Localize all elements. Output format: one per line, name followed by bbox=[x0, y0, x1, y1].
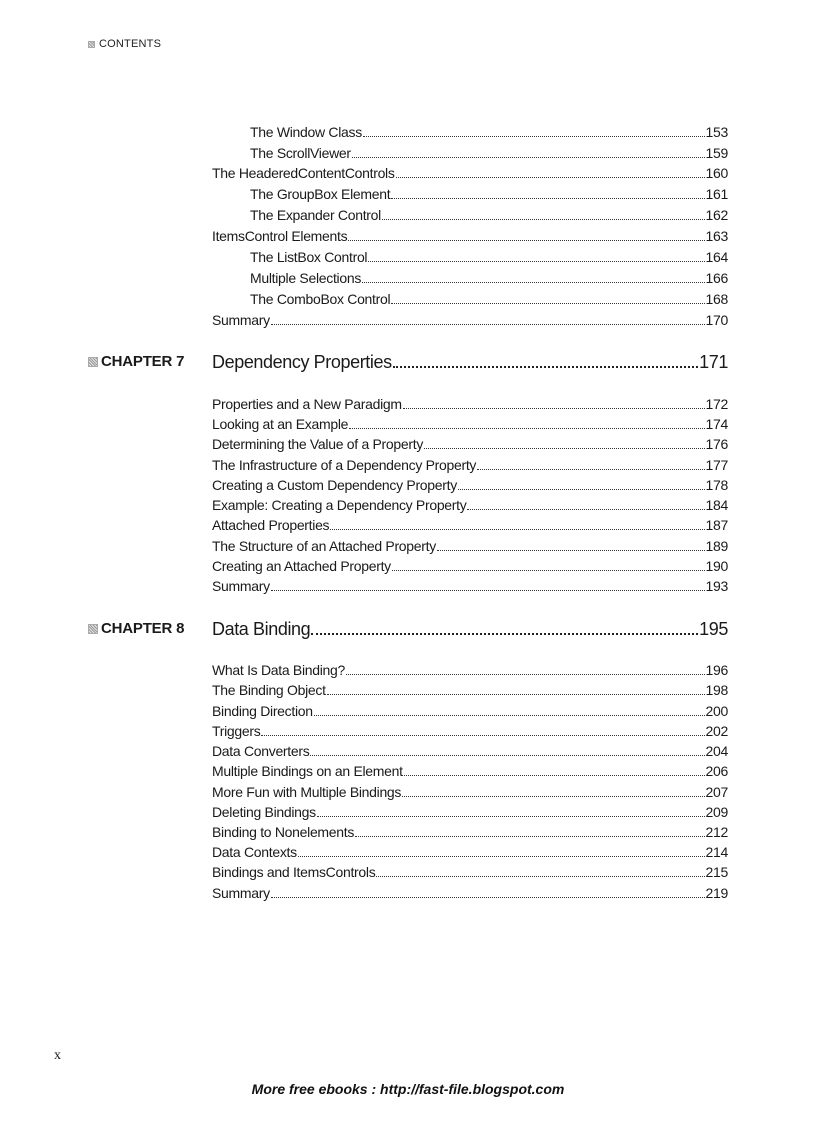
toc-leader bbox=[396, 173, 705, 178]
toc-entry-page: 200 bbox=[705, 703, 728, 719]
toc-leader bbox=[346, 670, 705, 675]
page-number: x bbox=[54, 1048, 61, 1063]
toc-entry[interactable] bbox=[212, 680, 728, 700]
toc-leader bbox=[404, 771, 705, 776]
toc-entry-page: 209 bbox=[705, 804, 728, 820]
toc-leader bbox=[352, 153, 705, 158]
toc-entry-page: 219 bbox=[705, 885, 728, 901]
toc-entry[interactable] bbox=[212, 414, 728, 434]
toc-leader bbox=[376, 872, 704, 877]
toc-entry-title: Data Contexts bbox=[212, 844, 297, 860]
toc-leader bbox=[349, 424, 704, 429]
toc-entry[interactable] bbox=[212, 434, 728, 454]
toc-entry-page: 163 bbox=[705, 228, 728, 244]
toc-entry-title: The Infrastructure of a Dependency Property bbox=[212, 457, 477, 473]
toc-entry-title: Determining the Value of a Property bbox=[212, 436, 424, 452]
toc-entry-title: Multiple Bindings on an Element bbox=[212, 763, 403, 779]
toc-entry[interactable] bbox=[212, 226, 728, 246]
toc-entry-title: Summary bbox=[212, 312, 270, 328]
toc-entry-title: The ComboBox Control bbox=[250, 291, 391, 307]
toc-entry-page: 160 bbox=[705, 165, 728, 181]
toc-entry-title: Multiple Selections bbox=[250, 270, 362, 286]
toc-leader bbox=[363, 132, 705, 137]
toc-entry-page: 153 bbox=[705, 124, 728, 140]
toc-entry-page: 168 bbox=[705, 291, 728, 307]
toc-entry-title: Binding to Nonelements bbox=[212, 824, 355, 840]
toc-entry-page: 189 bbox=[705, 538, 728, 554]
toc-entry[interactable] bbox=[212, 576, 728, 596]
running-header bbox=[88, 38, 161, 50]
toc-entry-title: The ScrollViewer bbox=[250, 145, 351, 161]
toc-entry[interactable] bbox=[212, 660, 728, 680]
toc-leader bbox=[330, 525, 704, 530]
toc-entry[interactable] bbox=[212, 721, 728, 741]
toc-leader bbox=[355, 832, 704, 837]
toc-entry[interactable] bbox=[250, 122, 728, 142]
toc-entry-page: 166 bbox=[705, 270, 728, 286]
toc-entry[interactable] bbox=[212, 475, 728, 495]
toc-entry-page: 172 bbox=[705, 396, 728, 412]
toc-entry[interactable] bbox=[250, 268, 728, 288]
toc-entry[interactable] bbox=[212, 495, 728, 515]
toc-leader bbox=[317, 812, 705, 817]
toc-entry-page: 196 bbox=[705, 662, 728, 678]
toc-entry-page: 174 bbox=[705, 416, 728, 432]
toc-entry[interactable] bbox=[250, 289, 728, 309]
chapter-heading[interactable] bbox=[212, 349, 728, 375]
toc-leader bbox=[391, 299, 704, 304]
toc-entry[interactable] bbox=[212, 556, 728, 576]
chapter-page: 171 bbox=[699, 352, 728, 372]
chapter-label bbox=[88, 616, 184, 642]
toc-entry-title: Summary bbox=[212, 578, 270, 594]
toc-entry[interactable] bbox=[212, 802, 728, 822]
toc-entry-page: 170 bbox=[705, 312, 728, 328]
toc-entry[interactable] bbox=[212, 310, 728, 330]
toc-leader bbox=[314, 711, 705, 716]
toc-entry-title: Binding Direction bbox=[212, 703, 313, 719]
toc-entry[interactable] bbox=[212, 741, 728, 761]
toc-entry[interactable] bbox=[212, 862, 728, 882]
toc-entry[interactable] bbox=[212, 822, 728, 842]
toc-entry-title: The Expander Control bbox=[250, 207, 381, 223]
toc-leader bbox=[392, 566, 705, 571]
toc-entry[interactable] bbox=[212, 394, 728, 414]
toc-entry-page: 212 bbox=[705, 824, 728, 840]
chapter-label-text: CHAPTER 7 bbox=[101, 353, 185, 370]
chapter-square-icon bbox=[88, 624, 98, 634]
toc-entry-page: 207 bbox=[705, 784, 728, 800]
toc-leader bbox=[261, 731, 704, 736]
toc-leader bbox=[477, 465, 704, 470]
toc-entry[interactable] bbox=[250, 247, 728, 267]
toc-entry-page: 176 bbox=[705, 436, 728, 452]
toc-entry[interactable] bbox=[212, 515, 728, 535]
toc-entry-title: More Fun with Multiple Bindings bbox=[212, 784, 402, 800]
toc-leader bbox=[362, 278, 705, 283]
toc-entry-page: 193 bbox=[705, 578, 728, 594]
toc-entry-title: Creating an Attached Property bbox=[212, 558, 391, 574]
toc-entry-title: Example: Creating a Dependency Property bbox=[212, 497, 467, 513]
toc-entry-page: 187 bbox=[705, 517, 728, 533]
toc-entry-page: 164 bbox=[705, 249, 728, 265]
chapter-label bbox=[88, 349, 184, 375]
toc-leader bbox=[298, 852, 705, 857]
toc-entry-title: The HeaderedContentControls bbox=[212, 165, 395, 181]
toc-entry-page: 159 bbox=[705, 145, 728, 161]
toc-entry[interactable] bbox=[212, 761, 728, 781]
toc-entry-title: ItemsControl Elements bbox=[212, 228, 348, 244]
toc-entry[interactable] bbox=[212, 701, 728, 721]
toc-entry[interactable] bbox=[212, 883, 728, 903]
toc-entry-title: The Binding Object bbox=[212, 682, 326, 698]
toc-entry-title: The Window Class bbox=[250, 124, 362, 140]
toc-entry-title: The Structure of an Attached Property bbox=[212, 538, 436, 554]
toc-entry-title: The ListBox Control bbox=[250, 249, 368, 265]
toc-leader bbox=[368, 257, 704, 262]
toc-entry-page: 215 bbox=[705, 864, 728, 880]
toc-entry[interactable] bbox=[212, 455, 728, 475]
toc-leader bbox=[271, 320, 705, 325]
toc-entry-title: Data Converters bbox=[212, 743, 310, 759]
chapter-square-icon bbox=[88, 357, 98, 367]
header-square-icon bbox=[88, 41, 95, 48]
toc-entry-page: 202 bbox=[705, 723, 728, 739]
toc-entry-page: 198 bbox=[705, 682, 728, 698]
toc-entry-page: 184 bbox=[705, 497, 728, 513]
toc-entry-title: Creating a Custom Dependency Property bbox=[212, 477, 457, 493]
toc-leader bbox=[393, 362, 698, 368]
chapter-label-text: CHAPTER 8 bbox=[101, 620, 185, 637]
toc-leader bbox=[424, 444, 705, 449]
toc-entry[interactable] bbox=[250, 143, 728, 163]
toc-entry-page: 214 bbox=[705, 844, 728, 860]
toc-leader bbox=[310, 751, 704, 756]
toc-leader bbox=[271, 586, 705, 591]
toc-entry-title: Summary bbox=[212, 885, 270, 901]
toc-leader bbox=[458, 485, 705, 490]
toc-entry[interactable] bbox=[212, 163, 728, 183]
toc-entry[interactable] bbox=[212, 536, 728, 556]
toc-entry-title: Bindings and ItemsControls bbox=[212, 864, 376, 880]
toc-entry-title: The GroupBox Element bbox=[250, 186, 391, 202]
toc-leader bbox=[271, 893, 705, 898]
toc-entry-page: 190 bbox=[705, 558, 728, 574]
toc-leader bbox=[348, 236, 704, 241]
toc-leader bbox=[403, 404, 705, 409]
toc-entry-title: Properties and a New Paradigm bbox=[212, 396, 402, 412]
toc-entry-page: 204 bbox=[705, 743, 728, 759]
toc-entry[interactable] bbox=[250, 184, 728, 204]
toc-entry-title: Deleting Bindings bbox=[212, 804, 316, 820]
toc-leader bbox=[391, 194, 704, 199]
toc-entry-page: 162 bbox=[705, 207, 728, 223]
chapter-heading[interactable] bbox=[212, 616, 728, 642]
toc-leader bbox=[437, 546, 705, 551]
header-label: CONTENTS bbox=[99, 38, 162, 50]
toc-entry-page: 206 bbox=[705, 763, 728, 779]
toc-leader bbox=[402, 792, 704, 797]
footer-link-text[interactable]: More free ebooks : http://fast-file.blogspot.com bbox=[251, 1081, 565, 1097]
toc-entry-page: 177 bbox=[705, 457, 728, 473]
toc-entry-page: 178 bbox=[705, 477, 728, 493]
toc-leader bbox=[382, 215, 705, 220]
toc-entry-title: Triggers bbox=[212, 723, 261, 739]
toc-entry-page: 161 bbox=[705, 186, 728, 202]
chapter-title: Data Binding bbox=[212, 619, 311, 639]
toc-entry-title: What Is Data Binding? bbox=[212, 662, 345, 678]
chapter-title: Dependency Properties bbox=[212, 352, 392, 372]
toc-entry[interactable] bbox=[250, 205, 728, 225]
toc-leader bbox=[467, 505, 704, 510]
toc-entry-title: Attached Properties bbox=[212, 517, 330, 533]
toc-leader bbox=[327, 690, 705, 695]
toc-leader bbox=[311, 629, 698, 635]
toc-entry[interactable] bbox=[212, 782, 728, 802]
toc-entry[interactable] bbox=[212, 842, 728, 862]
chapter-page: 195 bbox=[699, 619, 728, 639]
toc-entry-title: Looking at an Example bbox=[212, 416, 349, 432]
